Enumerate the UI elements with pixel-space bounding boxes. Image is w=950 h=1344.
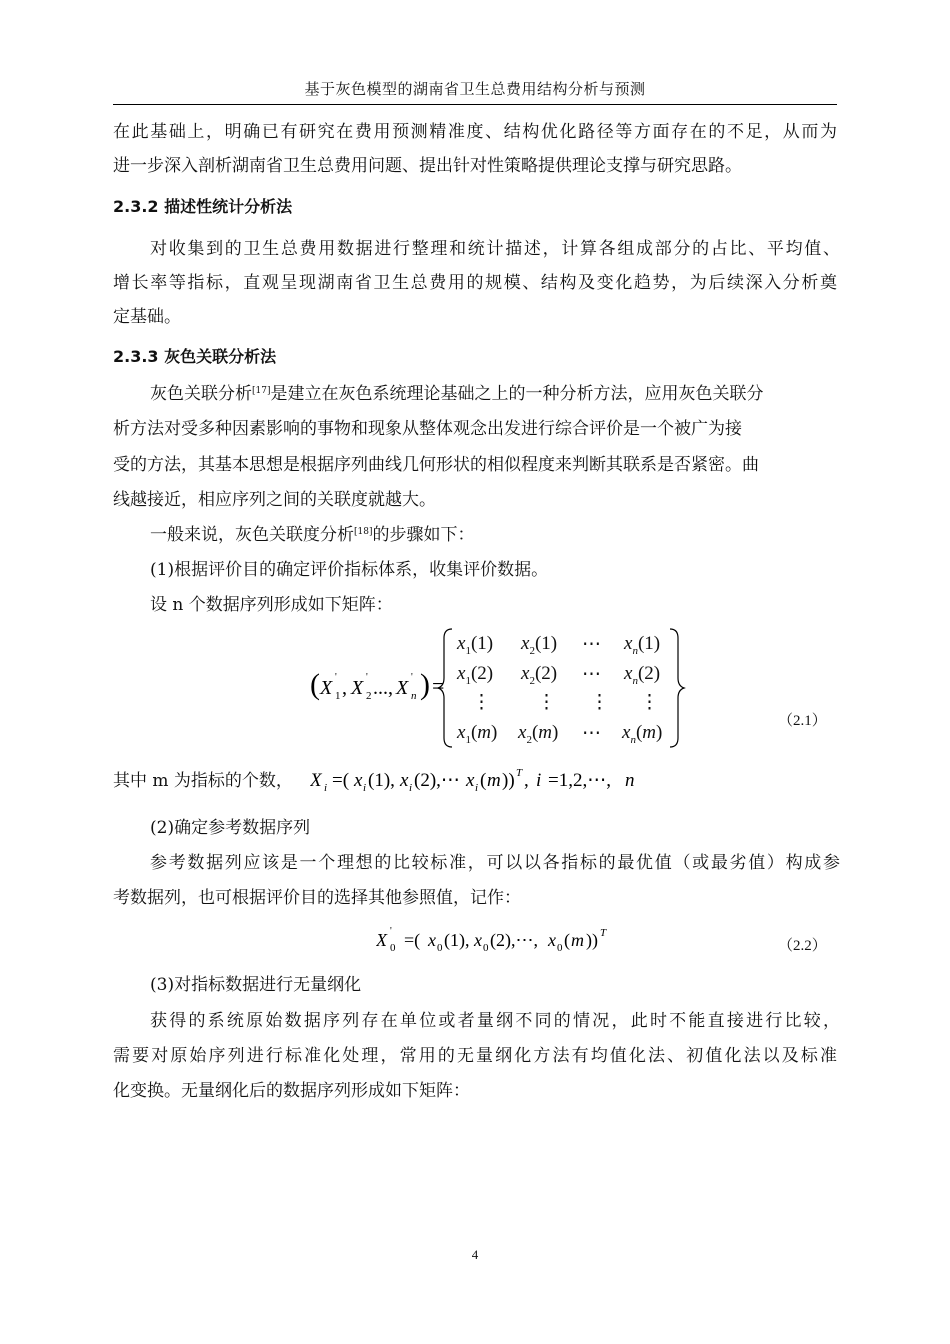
- paragraph-line: [150, 524, 840, 546]
- matrix-vdots: ⋮: [640, 692, 659, 713]
- svg-text:i: i: [409, 782, 413, 794]
- section-heading-2-3-2: 2.3.2 描述性统计分析法: [113, 197, 293, 216]
- svg-text:=: =: [432, 673, 445, 698]
- paragraph-line: 析方法对受多种因素影响的事物和现象从整体观念出发进行综合评价是一个被广为接: [113, 419, 742, 439]
- paragraph-line: 考数据列，也可根据评价目的选择其他参照值，记作：: [113, 888, 521, 908]
- section-heading-2-3-3: 2.3.3 灰色关联分析法: [113, 347, 277, 366]
- text-run: 灰色关联分析: [150, 384, 252, 404]
- equation-number-2-1: （2.1）: [778, 713, 827, 729]
- matrix-cell: $x_1(1)$: [457, 633, 494, 657]
- svg-text:X: X: [351, 677, 364, 699]
- matrix-cdots: ⋯: [582, 634, 601, 655]
- paragraph-line: 定基础。: [113, 307, 181, 327]
- matrix-cell: $x_1(m)$: [457, 722, 498, 746]
- svg-text:n: n: [625, 770, 635, 791]
- svg-text:x: x: [354, 770, 363, 791]
- svg-text:,: ,: [342, 677, 347, 699]
- equation-2-2: [376, 925, 626, 955]
- svg-text:): ): [420, 668, 430, 701]
- text-run: 是建立在灰色系统理论基础之上的一种分析方法，应用灰色关联分: [270, 384, 764, 404]
- equation-xi-definition: [310, 764, 650, 794]
- paragraph-line: 增长率等指标，直观呈现湖南省卫生总费用的规模、结构及变化趋势，为后续深入分析奠: [113, 273, 837, 293]
- svg-text:0: 0: [390, 942, 396, 954]
- svg-text:0: 0: [483, 942, 489, 954]
- header-rule: [113, 104, 837, 105]
- text-run: 一般来说，灰色关联度分析: [150, 525, 354, 545]
- matrix-cell: $x_n(m)$: [622, 722, 663, 746]
- paragraph-line: 参考数据列应该是一个理想的比较标准，可以以各指标的最优值（或最劣值）构成参: [150, 853, 840, 873]
- svg-text:(: (: [310, 668, 320, 701]
- matrix-cell: $x_1(2)$: [457, 663, 494, 687]
- svg-text:T: T: [516, 767, 523, 779]
- matrix-cell: $x_2(2)$: [521, 663, 558, 687]
- paragraph-line: 受的方法，其基本思想是根据序列曲线几何形状的相似程度来判断其联系是否紧密。曲: [113, 455, 759, 475]
- svg-text:=(: =(: [404, 930, 421, 950]
- svg-text:)): )): [502, 770, 515, 791]
- svg-text:(1),: (1),: [368, 770, 395, 791]
- equation-number-2-2: （2.2）: [778, 938, 827, 954]
- paragraph-line: 在此基础上，明确已有研究在费用预测精准度、结构优化路径等方面存在的不足，从而为: [113, 122, 837, 142]
- matrix-vdots: ⋮: [537, 692, 556, 713]
- matrix-vdots: ⋮: [472, 692, 491, 713]
- paragraph-line: 进一步深入剖析湖南省卫生总费用问题、提出针对性策略提供理论支撑与研究思路。: [113, 156, 742, 176]
- svg-text:(: (: [480, 770, 487, 791]
- svg-text:...,: ...,: [373, 677, 393, 699]
- page-number: 4: [471, 1247, 479, 1262]
- paragraph-line: 线越接近，相应序列之间的关联度就越大。: [113, 490, 436, 510]
- paragraph-line: 设 n 个数据序列形成如下矩阵：: [150, 595, 393, 615]
- svg-text:X: X: [376, 930, 387, 950]
- svg-text:x: x: [400, 770, 409, 791]
- svg-text:i: i: [324, 782, 328, 794]
- svg-text:m: m: [571, 930, 584, 950]
- matrix-cell: $x_2(m)$: [518, 722, 559, 746]
- svg-text:': ': [335, 672, 337, 683]
- svg-text:m: m: [487, 770, 501, 791]
- svg-text:i: i: [363, 782, 367, 794]
- svg-text:=1,2,⋯,: =1,2,⋯,: [548, 770, 611, 791]
- text-run: 其中 m 为指标的个数，: [113, 771, 293, 791]
- paragraph-line: 需要对原始序列进行标准化处理，常用的无量纲化方法有均值化法、初值化法以及标准: [113, 1046, 837, 1066]
- svg-text:0: 0: [437, 942, 443, 954]
- svg-text:(2),⋯: (2),⋯: [414, 770, 460, 791]
- svg-text:': ': [390, 926, 392, 937]
- matrix-cell: $x_2(1)$: [521, 633, 558, 657]
- paragraph-line: 化变换。无量纲化后的数据序列形成如下矩阵：: [113, 1081, 470, 1101]
- citation-17: [17]: [252, 386, 271, 396]
- svg-text:': ': [411, 672, 413, 683]
- matrix-cell: $x_n(1)$: [624, 633, 661, 657]
- svg-text:,: ,: [524, 770, 529, 791]
- svg-text:X: X: [320, 677, 333, 699]
- svg-text:1: 1: [335, 690, 341, 702]
- step-2: (2)确定参考数据序列: [150, 818, 311, 838]
- svg-text:i: i: [536, 770, 542, 791]
- paragraph-line: [150, 383, 840, 405]
- svg-text:x: x: [466, 770, 475, 791]
- svg-text:i: i: [475, 782, 479, 794]
- svg-text:X: X: [310, 770, 322, 791]
- svg-text:T: T: [600, 927, 607, 939]
- svg-text:': ': [366, 672, 368, 683]
- running-header: 基于灰色模型的湖南省卫生总费用结构分析与预测: [304, 80, 646, 98]
- svg-text:(1),: (1),: [444, 930, 470, 950]
- matrix-cell: $x_n(2)$: [624, 663, 661, 687]
- svg-text:(: (: [564, 930, 570, 950]
- svg-text:2: 2: [366, 690, 372, 702]
- svg-text:x: x: [548, 930, 556, 950]
- paragraph-line: 对收集到的卫生总费用数据进行整理和统计描述，计算各组成部分的占比、平均值、: [150, 239, 840, 259]
- svg-text:x: x: [428, 930, 436, 950]
- matrix-cdots: ⋯: [582, 664, 601, 685]
- matrix-cdots: ⋯: [582, 723, 601, 744]
- citation-18: [18]: [354, 527, 373, 537]
- svg-text:)): )): [586, 930, 598, 950]
- step-3: (3)对指标数据进行无量纲化: [150, 975, 362, 995]
- svg-text:X: X: [396, 677, 409, 699]
- text-run: 的步骤如下：: [372, 525, 475, 545]
- step-1: (1)根据评价目的确定评价指标体系，收集评价数据。: [150, 560, 549, 580]
- svg-text:=(: =(: [332, 770, 350, 791]
- svg-text:(2),⋯,: (2),⋯,: [490, 930, 538, 950]
- svg-text:x: x: [474, 930, 482, 950]
- paragraph-line: 获得的系统原始数据序列存在单位或者量纲不同的情况，此时不能直接进行比较，: [150, 1011, 840, 1031]
- svg-text:0: 0: [557, 942, 563, 954]
- eq-lhs: [310, 666, 455, 706]
- svg-text:n: n: [411, 690, 417, 702]
- matrix-vdots: ⋮: [590, 692, 609, 713]
